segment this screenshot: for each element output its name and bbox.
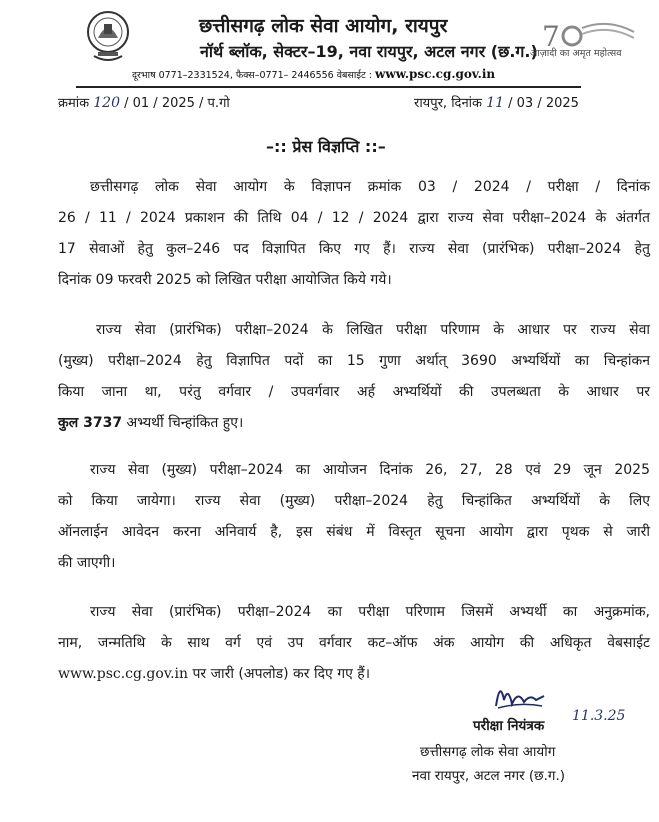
para1-line1: छत्तीसगढ़ लोक सेवा आयोग के विज्ञापन क्रमांक 03 / 2024 / परीक्षा / दिनांक — [90, 179, 650, 195]
signatory-place: नवा रायपुर, अटल नगर (छ.ग.) — [412, 768, 566, 784]
handwritten-ref-number: 120 — [93, 95, 120, 111]
para2-line4: कुल 3737 अभ्यर्थी चिन्हांकित हुए। — [58, 415, 244, 431]
para4-line3: www.psc.cg.gov.in पर जारी (अपलोड) कर दिए गए हैं। — [58, 666, 371, 682]
commission-address: नॉर्थ ब्लॉक, सेक्टर–19, नवा रायपुर, अटल नगर (छ.ग.) — [200, 42, 538, 61]
para3-line1: राज्य सेवा (मुख्य) परीक्षा–2024 का आयोजन दिनांक 26, 27, 28 एवं 29 जून 2025 — [90, 462, 650, 478]
signature-scribble — [490, 676, 550, 712]
result-website-link[interactable]: www.psc.cg.gov.in — [58, 666, 189, 682]
commission-title: छत्तीसगढ़ लोक सेवा आयोग, रायपुर — [199, 15, 448, 37]
para3-line4: की जाएगी। — [58, 555, 116, 571]
para3-line3: ऑनलाईन आवेदन करना अनिवार्य है, इस संबंध में विस्तृत सूचना आयोग द्वारा पृथक से जारी — [58, 524, 650, 540]
contact-text: दूरभाष 0771–2331524, फैक्स–0771– 2446556 वेबसाईट : — [132, 70, 373, 81]
para2-line2: (मुख्य) परीक्षा–2024 हेतु विज्ञापित पदों का 15 गुणा अर्थात् 3690 अभ्यर्थियों का चिन्हांकन — [58, 353, 650, 369]
website-link[interactable]: www.psc.cg.gov.in — [375, 67, 496, 81]
signature-date: 11.3.25 — [572, 708, 626, 724]
para4-line2: नाम, जन्मतिथि के साथ वर्ग एवं उप वर्गवार कट–ऑफ अंक आयोग की अधिकृत वेबसाईट — [58, 635, 650, 651]
para2-line3: किया जाना था, परंतु वर्गवार / उपवर्गवार अर्ह अभ्यर्थियों की उपलब्धता के आधार पर — [58, 384, 650, 400]
para1-line2: 26 / 11 / 2024 प्रकाशन की तिथि 04 / 12 / 2024 द्वारा राज्य सेवा परीक्षा–2024 के अंतर्गत — [58, 210, 650, 226]
para1-line4: दिनांक 09 फरवरी 2025 को लिखित परीक्षा आयोजित किये गये। — [58, 272, 392, 288]
state-emblem-icon — [84, 8, 132, 68]
commission-contact — [132, 67, 552, 81]
place-date: रायपुर, दिनांक 11 / 03 / 2025 — [414, 95, 579, 111]
para2-line1: राज्य सेवा (प्रारंभिक) परीक्षा–2024 के लिखित परीक्षा परिणाम के आधार पर राज्य सेवा — [96, 322, 650, 338]
signatory-org: छत्तीसगढ़ लोक सेवा आयोग — [420, 744, 556, 760]
header-divider — [76, 86, 581, 88]
total-candidates-bold: कुल 3737 — [58, 415, 123, 431]
reference-number: क्रमांक 120 / 01 / 2025 / प.गो — [58, 95, 230, 111]
press-release-heading: –:: प्रेस विज्ञप्ति ::– — [266, 137, 386, 156]
azadi-logo-text: आज़ादी का अमृत महोत्सव — [530, 48, 622, 59]
para1-line3: 17 सेवाओं हेतु कुल–246 पद विज्ञापित किए गए हैं। राज्य सेवा (प्रारंभिक) परीक्षा–2024 हेतु — [58, 241, 650, 257]
signatory-designation: परीक्षा नियंत्रक — [473, 718, 545, 734]
handwritten-day: 11 — [486, 95, 504, 111]
para3-line2: को किया जायेगा। राज्य सेवा (मुख्य) परीक्षा–2024 हेतु चिन्हांकित अभ्यर्थियों के लिए — [58, 493, 650, 509]
svg-text:7: 7 — [542, 20, 560, 53]
para4-line1: राज्य सेवा (प्रारंभिक) परीक्षा–2024 का परीक्षा परिणाम जिसमें अभ्यर्थी का अनुक्रमांक, — [90, 604, 650, 620]
